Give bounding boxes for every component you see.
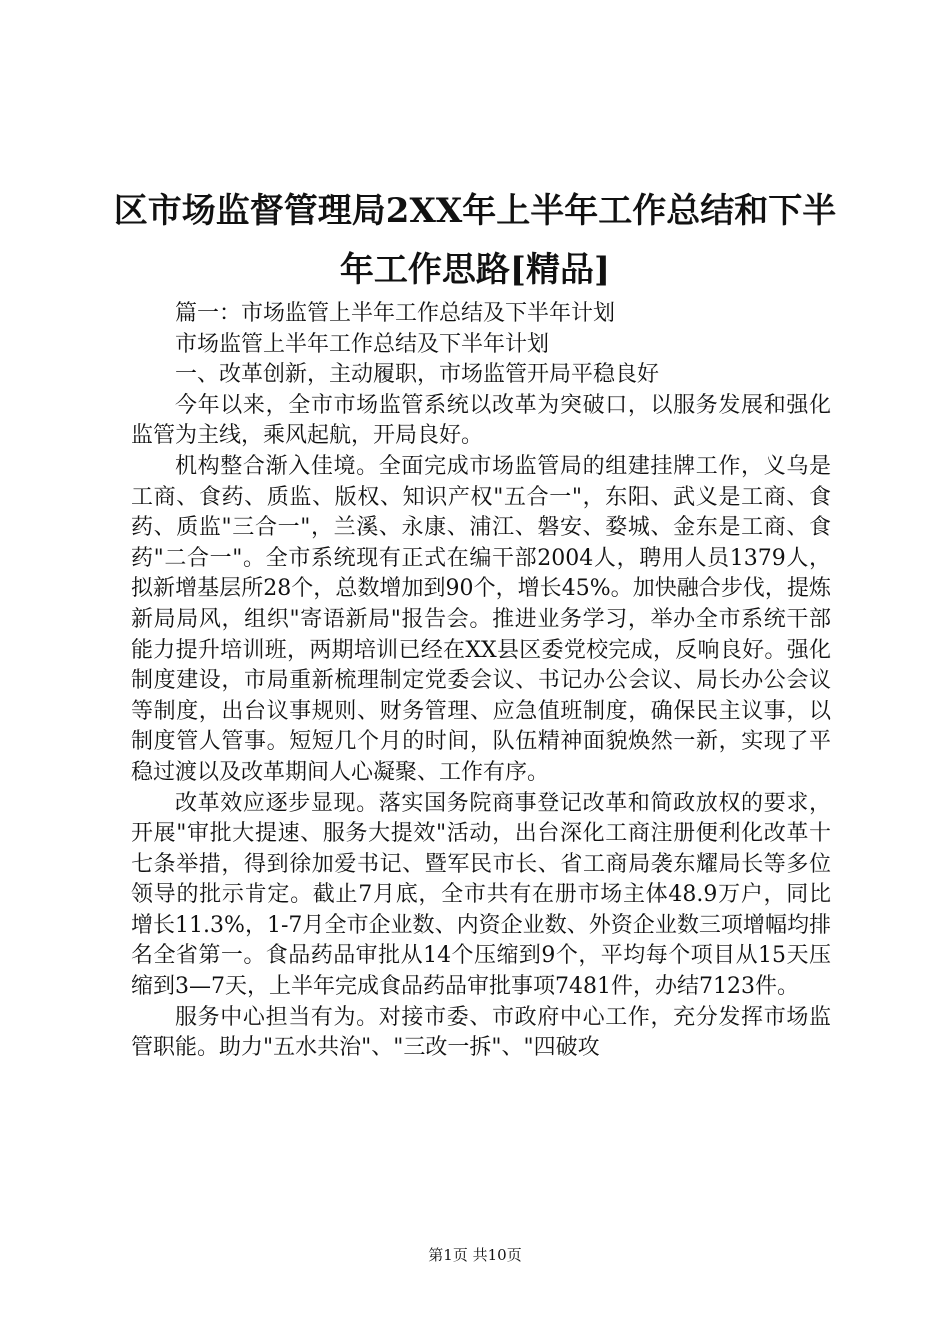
paragraph-body: 今年以来，全市市场监管系统以改革为突破口，以服务发展和强化监管为主线，乘风起航，开局良好。: [131, 392, 831, 449]
document-title: 区市场监督管理局2XX年上半年工作总结和下半年工作思路[精品]: [113, 191, 837, 290]
paragraph-chapter-heading: 篇一：市场监管上半年工作总结及下半年计划: [175, 301, 616, 326]
paragraph-subtitle: 市场监管上半年工作总结及下半年计划: [175, 331, 550, 357]
page-number-footer: 第1页 共10页: [428, 1246, 522, 1264]
paragraph-section-heading: 一、改革创新，主动履职，市场监管开局平稳良好: [175, 362, 660, 388]
document-body: [131, 299, 831, 1064]
paragraph-body: 机构整合渐入佳境。全面完成市场监管局的组建挂牌工作，义乌是工商、食药、质监、版权、知识产权"五合一"，东阳、武义是工商、食药、质监"三合一"，兰溪、永康、浦江、磐安、婺城、金东是工商、食药"二合一"。全市系统现有正式在编干部2004人，聘用人员1379人，拟新增基层所28个，总数增加到90个，增长45%。加快融合步伐，提炼新局局风，组织"寄语新局"报告会。推进业务学习，举办全市系统干部能力提升培训班，两期培训已经在XX县区委党校完成，反响良好。强化制度建设，市局重新梳理制定党委会议、书记办公会议、局长办公会议等制度，出台议事规则、财务管理、应急值班制度，确保民主议事，以制度管人管事。短短几个月的时间，队伍精神面貌焕然一新，实现了平稳过渡以及改革期间人心凝聚、工作有序。: [131, 453, 831, 785]
paragraph-body: 改革效应逐步显现。落实国务院商事登记改革和简政放权的要求，开展"审批大提速、服务大提效"活动，出台深化工商注册便利化改革十七条举措，得到徐加爱书记、暨军民市长、省工商局袭东耀局长等多位领导的批示肯定。截止7月底，全市共有在册市场主体48.9万户，同比增长11.3%，1-7月全市企业数、内资企业数、外资企业数三项增幅均排名全省第一。食品药品审批从14个压缩到9个，平均每个项目从15天压缩到3—7天，上半年完成食品药品审批事项7481件，办结7123件。: [131, 790, 831, 1000]
paragraph-body: 服务中心担当有为。对接市委、市政府中心工作，充分发挥市场监管职能。助力"五水共治"、"三改一拆"、"四破攻: [131, 1004, 831, 1061]
